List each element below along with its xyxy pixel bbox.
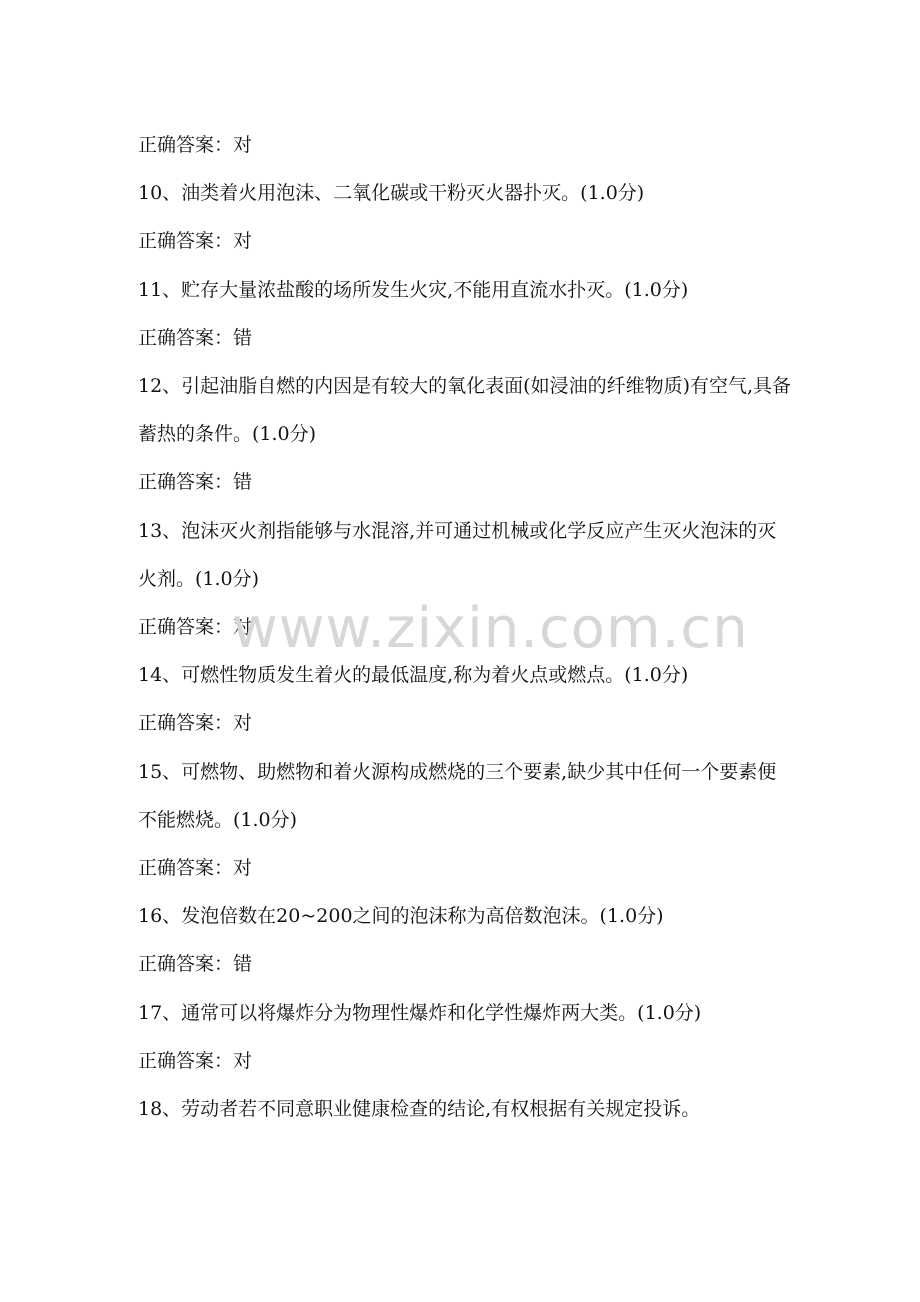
watermark-text: www.zixin.com.cn <box>232 596 749 661</box>
answer-line: 正确答案：错 <box>138 471 253 494</box>
question-text: 15、可燃物、助燃物和着火源构成燃烧的三个要素,缺少其中任何一个要素便不能燃烧。(1.0分) <box>138 760 777 831</box>
answer-line: 正确答案：对 <box>138 857 253 880</box>
question-text: 14、可燃性物质发生着火的最低温度,称为着火点或燃点。(1.0分) <box>138 664 689 687</box>
answer-line: 正确答案：对 <box>138 134 253 156</box>
question-text: 13、泡沫灭火剂指能够与水混溶,并可通过机械或化学反应产生灭火泡沫的灭火剂。(1.0分) <box>138 519 777 590</box>
question-text: 10、油类着火用泡沫、二氧化碳或干粉灭火器扑灭。(1.0分) <box>138 182 645 205</box>
question-text: 16、发泡倍数在20~200之间的泡沫称为高倍数泡沫。(1.0分) <box>138 905 664 928</box>
question-text: 17、通常可以将爆炸分为物理性爆炸和化学性爆炸两大类。(1.0分) <box>138 1001 702 1024</box>
question-text: 18、劳动者若不同意职业健康检查的结论,有权根据有关规定投诉。 <box>138 1098 701 1121</box>
question-list <box>138 121 793 1133</box>
question-text: 12、引起油脂自燃的内因是有较大的氧化表面(如浸油的纤维物质)有空气,具备蓄热的条件。(1.0分) <box>138 375 792 446</box>
answer-line: 正确答案：对 <box>138 712 253 735</box>
answer-line: 正确答案：对 <box>138 230 253 253</box>
answer-line: 正确答案：对 <box>138 616 253 639</box>
answer-line: 正确答案：错 <box>138 326 253 349</box>
answer-line: 正确答案：对 <box>138 1049 253 1072</box>
answer-line: 正确答案：错 <box>138 953 253 976</box>
question-text: 11、贮存大量浓盐酸的场所发生火灾,不能用直流水扑灭。(1.0分) <box>138 278 689 301</box>
